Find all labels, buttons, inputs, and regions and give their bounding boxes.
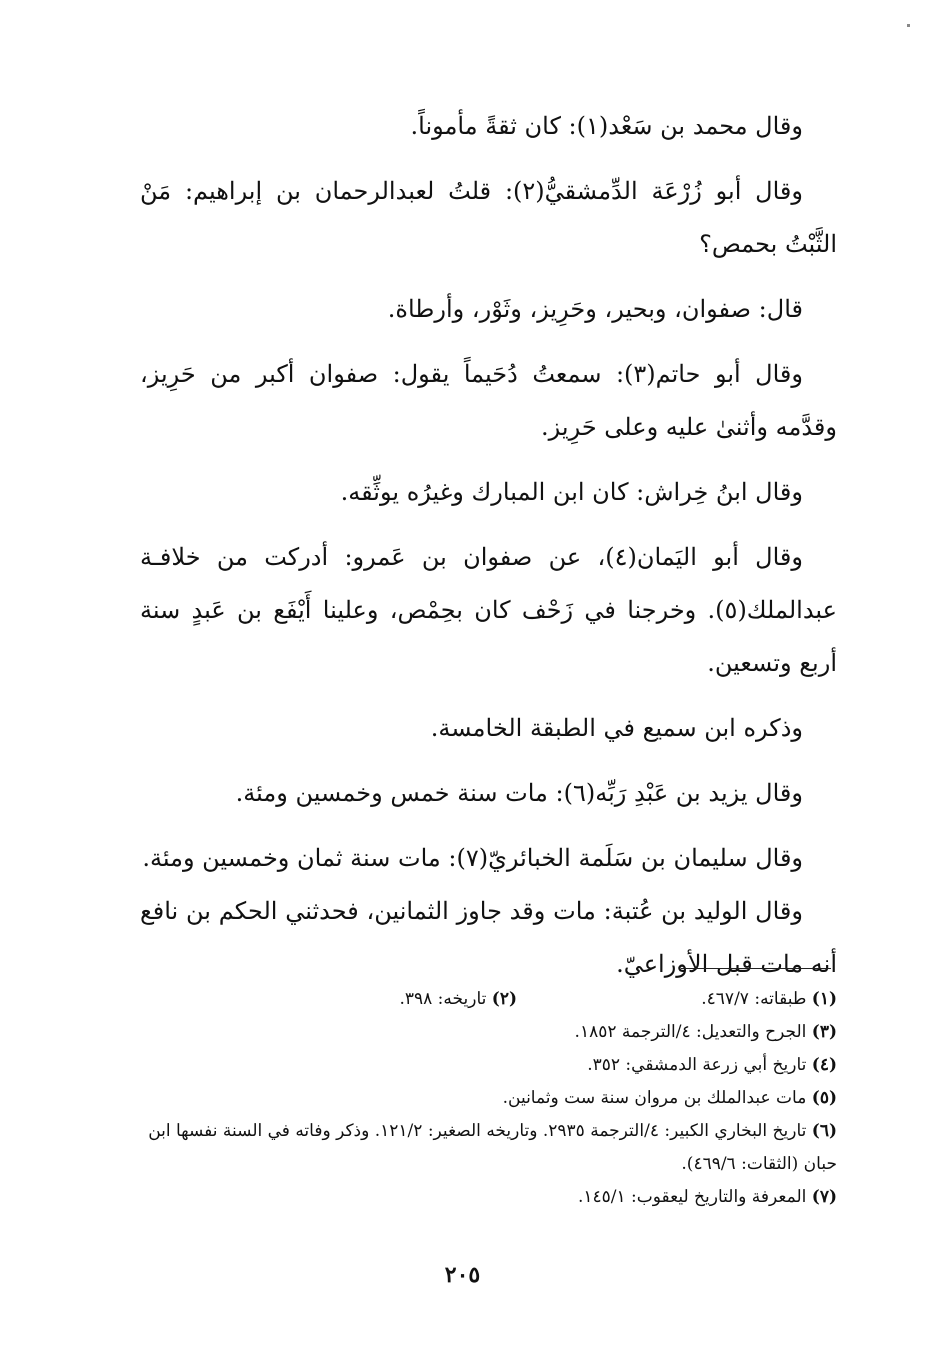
footnote-number: (٥): [811, 1088, 837, 1108]
paragraph: وقال محمد بن سَعْد(١): كان ثقةً مأموناً.: [410, 112, 803, 140]
paragraph: وقال ابنُ خِراش: كان ابن المبارك وغيرُه يوثِّقه.: [340, 478, 803, 506]
footnote-7: [140, 1181, 837, 1214]
footnote-text: تاريخ البخاري الكبير: ٤/الترجمة ٢٩٣٥. وتاريخه الصغير: ١٢١/٢. وذكر وفاته في السنة نفسها ابن حبان (الثقات: ٤٦٩/٦).: [148, 1121, 837, 1174]
footnote-text: المعرفة والتاريخ ليعقوب: ١٤٥/١.: [577, 1187, 807, 1207]
paragraph: وقال الوليد بن عُتبة: مات وقد جاوز الثمانين، فحدثني الحكم بن نافع أنه مات قبل الأوزاعيّ.: [140, 897, 837, 978]
main-text: [140, 100, 837, 1003]
footnote-1: [517, 983, 837, 1016]
footnote-number: (٢): [491, 989, 517, 1009]
paragraph: وقال يزيد بن عَبْدِ رَبِّه(٦): مات سنة خمس وخمسين ومئة.: [235, 779, 803, 807]
footnote-text: تاريخ أبي زرعة الدمشقي: ٣٥٢.: [587, 1055, 807, 1075]
footnote-number: (٧): [811, 1187, 837, 1207]
paragraph: وقال أبو حاتم(٣): سمعتُ دُحَيماً يقول: صفوان أكبر من حَرِيز، وقدَّمه وأثنىٰ عليه وعلى حَرِيز.: [140, 360, 837, 441]
footnote-number: (٤): [811, 1055, 837, 1075]
footnote-2: [197, 983, 517, 1016]
paragraph: قال: صفوان، وبحير، وحَرِيز، وثَوْر، وأرطاة.: [387, 295, 803, 323]
footnotes: [140, 983, 837, 1214]
footnote-text: مات عبدالملك بن مروان سنة ست وثمانين.: [502, 1088, 807, 1108]
paragraph: وقال سليمان بن سَلَمة الخبائريّ(٧): مات سنة ثمان وخمسين ومئة.: [142, 844, 803, 872]
footnote-text: تاريخه: ٣٩٨.: [399, 989, 487, 1009]
footnote-6: [140, 1115, 837, 1181]
footnote-number: (١): [811, 989, 837, 1009]
paragraph: وقال أبو زُرْعَة الدِّمشقيُّ(٢): قلتُ لعبدالرحمان بن إبراهيم: مَنْ الثَّبْتُ بحمص؟: [140, 177, 837, 258]
footnote-row: [140, 983, 837, 1016]
paragraph: وقال أبو اليَمان(٤)، عن صفوان بن عَمرو: أدركت من خلافـة عبدالملك(٥). وخرجنا في زَحْف كان بحِمْص، وعلينا أَيْفَع بن عَبدٍ سنة أربع وتسعين.: [140, 543, 837, 677]
paragraph: وذكره ابن سميع في الطبقة الخامسة.: [430, 714, 803, 742]
footnote-number: (٦): [811, 1121, 837, 1141]
footnote-4: [140, 1049, 837, 1082]
footnote-3: [140, 1016, 837, 1049]
footnote-text: الجرح والتعديل: ٤/الترجمة ١٨٥٢.: [574, 1022, 807, 1042]
footnote-number: (٣): [811, 1022, 837, 1042]
footnote-separator: [681, 968, 831, 969]
page-number: ٢٠٥: [444, 1262, 481, 1288]
footnote-5: [140, 1082, 837, 1115]
footnote-text: طبقاته: ٤٦٧/٧.: [701, 989, 807, 1009]
scan-speck: [907, 24, 910, 27]
